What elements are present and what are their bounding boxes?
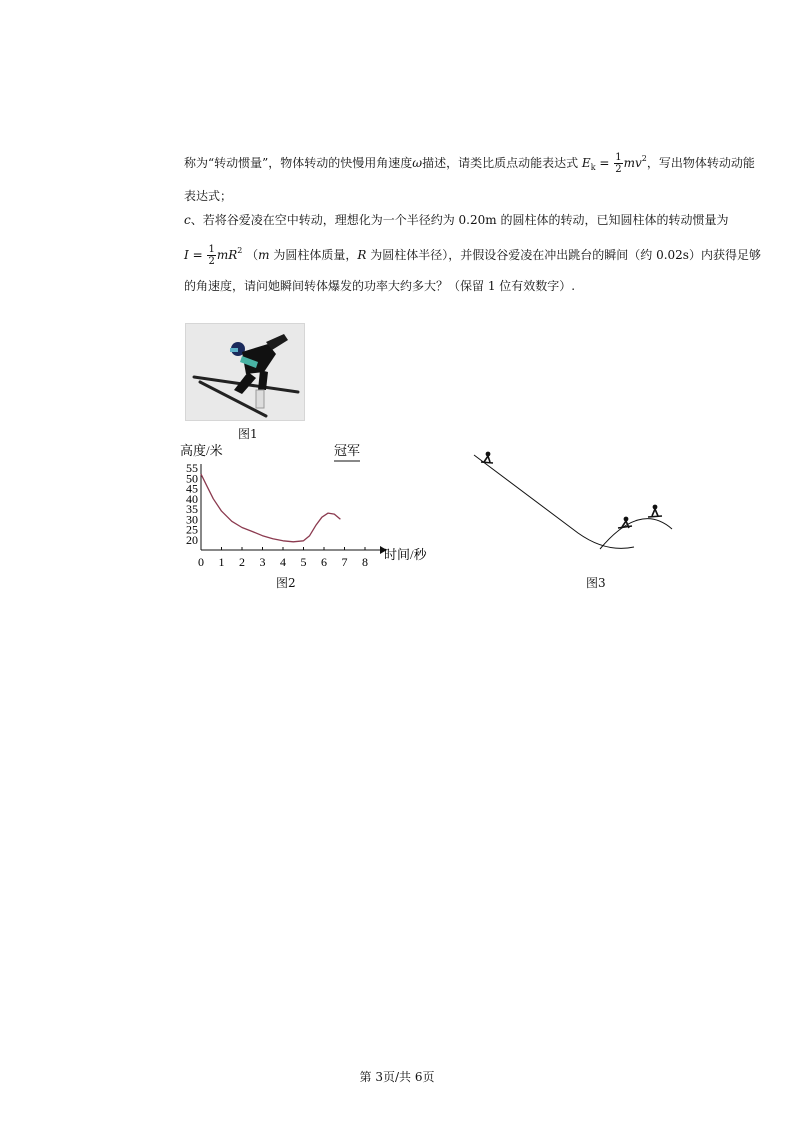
skier-illustration — [186, 324, 304, 420]
x-tick-label: 0 — [198, 555, 204, 569]
x-tick-label: 7 — [341, 555, 348, 569]
item-letter: c — [184, 213, 191, 227]
text-run: 为圆柱体质量， — [269, 248, 358, 262]
fig2-caption: 图2 — [276, 576, 296, 590]
text-line-2 — [184, 188, 232, 204]
text-line-3 — [184, 212, 728, 228]
skier-icon-mid — [618, 517, 632, 528]
page-footer: 第 3页/共 6页 — [359, 1070, 435, 1084]
mr-symbol: mR — [216, 248, 238, 262]
y-tick-label: 50 — [186, 471, 198, 486]
ek-symbol: E — [581, 156, 591, 170]
y-tick-label: 30 — [186, 512, 198, 527]
y-tick-label: 40 — [186, 491, 198, 506]
jump-hill — [600, 519, 672, 549]
fraction-numerator: 1 — [208, 244, 215, 255]
fraction-numerator: 1 — [615, 152, 622, 163]
text-run: 表达式； — [184, 189, 233, 203]
height-time-chart — [180, 440, 450, 590]
omega-symbol: ω — [412, 156, 423, 170]
fraction-half — [207, 244, 215, 267]
fig3-caption: 图3 — [586, 576, 606, 590]
m-symbol: m — [258, 248, 270, 262]
boot — [256, 390, 264, 408]
equals-sign: = — [188, 248, 207, 262]
text-line-4 — [184, 244, 761, 267]
x-tick-label: 4 — [280, 555, 286, 569]
fraction-denominator: 2 — [208, 256, 215, 267]
square-exponent: 2 — [237, 246, 243, 255]
fraction-half — [614, 152, 622, 175]
text-run: 、若将谷爱凌在空中转动，理想化为一个半径约为 0.20m 的圆柱体的转动，已知圆柱体的转动惯量为 — [190, 213, 729, 227]
text-run: 称为“转动惯量”，物体转动的快慢用角速度 — [184, 156, 413, 170]
y-axis-label: 高度/米 — [180, 443, 223, 458]
mv-symbol: mv — [623, 156, 642, 170]
slope-curve — [474, 455, 634, 548]
x-tick-label: 6 — [321, 555, 327, 569]
inertia-symbol: I — [184, 248, 189, 262]
text-run: （ — [246, 248, 259, 262]
text-run: 描述，请类比质点动能表达式 — [422, 156, 579, 170]
x-tick-label: 8 — [362, 555, 368, 569]
square-exponent: 2 — [641, 154, 647, 163]
ek-subscript: k — [590, 163, 596, 172]
y-tick-label: 55 — [186, 461, 198, 475]
r-symbol: R — [357, 248, 367, 262]
fig1-caption: 图1 — [238, 427, 258, 441]
chart-title: 冠军 — [334, 443, 361, 458]
goggles — [230, 348, 238, 352]
y-tick-label: 20 — [186, 532, 198, 547]
x-axis-label: 时间/秒 — [384, 547, 427, 562]
y-tick-label: 25 — [186, 522, 198, 537]
text-line-5 — [184, 278, 575, 294]
skier-icon-peak — [648, 505, 662, 517]
fraction-denominator: 2 — [615, 164, 622, 175]
x-tick-label: 1 — [218, 555, 225, 569]
text-line-1 — [184, 152, 755, 175]
x-tick-label: 2 — [239, 555, 245, 569]
x-tick-label: 3 — [259, 555, 266, 569]
text-run: ，写出物体转动动能 — [646, 156, 755, 170]
text-run: 为圆柱体半径），并假设谷爱凌在冲出跳台的瞬间（约 0.02s）内获得足够 — [366, 248, 761, 262]
slope-diagram — [468, 445, 678, 555]
skier-photo — [185, 323, 305, 421]
y-tick-label: 45 — [186, 481, 198, 496]
y-tick-label: 35 — [186, 502, 198, 516]
series-line — [201, 474, 340, 542]
text-run: 的角速度，请问她瞬间转体爆发的功率大约多大？（保留 1 位有效数字）. — [184, 279, 576, 293]
equals-sign: = — [595, 156, 614, 170]
x-tick-label: 5 — [300, 555, 307, 569]
